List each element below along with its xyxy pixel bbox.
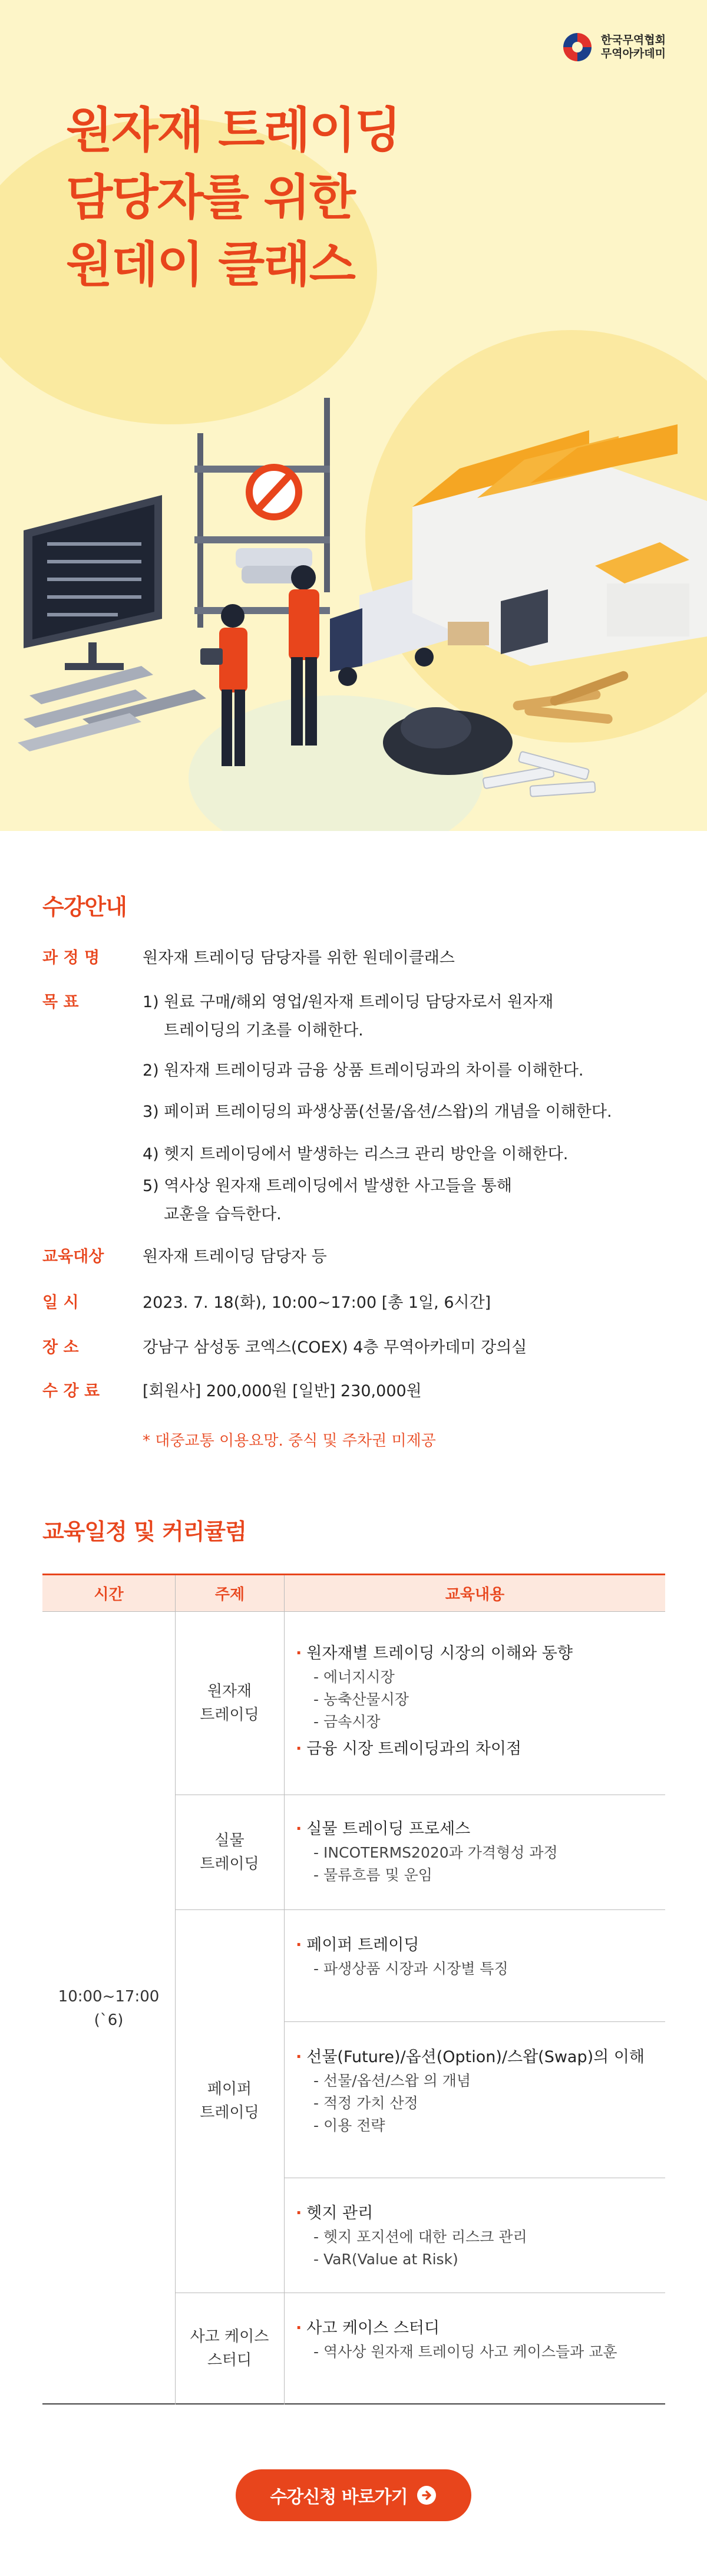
content-bullet: · 원자재별 트레이딩 시장의 이해와 동향 <box>296 1644 573 1663</box>
course-value: 원자재 트레이딩 담당자를 위한 원데이클래스 <box>143 949 455 967</box>
content-sub: - 에너지시장 <box>313 1668 395 1686</box>
content-sub: - 선물/옵션/스왑 의 개념 <box>313 2072 471 2089</box>
steel-beams-illustration <box>18 666 206 751</box>
goal-line: 트레이딩의 기초를 이해한다. <box>164 1021 364 1040</box>
hero-title-line: 원자재 트레이딩 <box>66 103 401 159</box>
content-block <box>284 2045 665 2137</box>
content-sub: - VaR(Value at Risk) <box>313 2251 458 2268</box>
transport-note: * 대중교통 이용요망. 중식 및 주차권 미제공 <box>143 1432 436 1450</box>
hero-title-line: 원데이 클래스 <box>66 237 355 293</box>
hero-banner <box>0 0 707 831</box>
goal-line: 2) 원자재 트레이딩과 금융 상품 트레이딩과의 차이를 이해한다. <box>143 1061 584 1080</box>
content-bullet: · 헷지 관리 <box>296 2204 374 2222</box>
info-place-row <box>42 1335 707 1360</box>
warehouse-building-illustration <box>412 424 707 666</box>
content-block <box>284 1933 665 1980</box>
info-course-row <box>42 946 707 970</box>
org-logo-icon <box>561 31 594 64</box>
header-topic: 주제 <box>175 1575 284 1611</box>
goal-line: 5) 역사상 원자재 트레이딩에서 발생한 사고들을 통해 <box>143 1177 512 1195</box>
header-time: 시간 <box>94 1586 124 1604</box>
content-sub: - 농축산물시장 <box>313 1691 409 1708</box>
worker-with-tablet-illustration <box>200 604 247 766</box>
content-sub: - INCOTERMS2020과 가격형성 과정 <box>313 1844 558 1861</box>
goal-line: 4) 헷지 트레이딩에서 발생하는 리스크 관리 방안을 이해한다. <box>143 1145 569 1163</box>
register-button[interactable] <box>236 2469 471 2521</box>
time-hours: (`6) <box>94 2011 124 2029</box>
topic-line: 트레이딩 <box>200 1855 259 1873</box>
topic-cell <box>175 1612 284 1795</box>
warehouse-illustration <box>0 389 707 813</box>
content-bullet: · 페이퍼 트레이딩 <box>296 1936 419 1954</box>
content-bullet: · 선물(Future)/옵션(Option)/스왑(Swap)의 이해 <box>296 2048 645 2066</box>
monitor-illustration <box>24 495 162 670</box>
info-target-row <box>42 1245 707 1269</box>
content-sub: - 이용 전략 <box>313 2117 385 2134</box>
content-sub: - 물류흐름 및 운임 <box>313 1866 432 1884</box>
info-date-row <box>42 1291 707 1315</box>
hero-title <box>66 97 400 299</box>
content-sub: - 헷지 포지션에 대한 리스크 관리 <box>313 2228 527 2245</box>
info-fee-row <box>42 1379 707 1403</box>
coal-pile-illustration <box>383 707 513 775</box>
date-value: 2023. 7. 18(화), 10:00~17:00 [총 1일, 6시간] <box>143 1294 491 1312</box>
fee-label: 수 강 료 <box>42 1382 100 1400</box>
topic-cell <box>175 2293 284 2405</box>
info-heading: 수강안내 <box>42 894 127 920</box>
topic-line: 스터디 <box>207 2351 252 2369</box>
worker-looking-up-illustration <box>289 565 319 746</box>
goal-label: 목 표 <box>42 993 79 1011</box>
org-name-line2: 무역아카데미 <box>600 48 666 60</box>
content-sub: - 적정 가치 산정 <box>313 2095 418 2112</box>
content-bullet: · 실물 트레이딩 프로세스 <box>296 1820 471 1838</box>
fee-value: [회원사] 200,000원 [일반] 230,000원 <box>143 1382 422 1400</box>
content-block <box>284 1817 665 1886</box>
content-bullet: · 금융 시장 트레이딩과의 차이점 <box>296 1740 522 1758</box>
org-name-line1: 한국무역협회 <box>600 34 666 47</box>
curriculum-table <box>42 1574 665 2405</box>
goal-line: 3) 페이퍼 트레이딩의 파생상품(선물/옵션/스왑)의 개념을 이해한다. <box>143 1103 612 1121</box>
date-label: 일 시 <box>42 1294 79 1312</box>
hero-title-line: 담당자를 위한 <box>66 170 355 226</box>
timber-logs-illustration <box>513 670 630 724</box>
table-body <box>42 1612 665 2405</box>
register-button-label: 수강신청 바로가기 <box>270 2487 408 2508</box>
content-sub: - 금속시장 <box>313 1713 381 1730</box>
header-content: 교육내용 <box>284 1575 665 1611</box>
topic-cell <box>175 1795 284 1909</box>
topic-line: 트레이딩 <box>200 1706 259 1724</box>
org-logo[interactable] <box>561 31 666 64</box>
target-label: 교육대상 <box>42 1248 104 1266</box>
target-value: 원자재 트레이딩 담당자 등 <box>143 1248 327 1266</box>
content-block <box>284 2316 665 2363</box>
content-sub: - 역사상 원자재 트레이딩 사고 케이스들과 교훈 <box>313 2343 617 2360</box>
content-bullet: · 사고 케이스 스터디 <box>296 2319 440 2337</box>
course-label: 과 정 명 <box>42 949 100 967</box>
goal-line: 1) 원료 구매/해외 영업/원자재 트레이딩 담당자로서 원자재 <box>143 993 554 1011</box>
topic-line: 트레이딩 <box>200 2104 259 2122</box>
goal-line: 교훈을 습득한다. <box>164 1205 282 1223</box>
topic-cell <box>175 1909 284 2293</box>
place-label: 장 소 <box>42 1338 79 1357</box>
content-block <box>284 1641 665 1762</box>
arrow-right-circle-icon <box>416 2485 437 2506</box>
info-goal-row <box>42 990 143 1014</box>
curriculum-heading: 교육일정 및 커리큘럼 <box>42 1519 246 1545</box>
table-header <box>42 1575 665 1612</box>
content-block <box>284 2201 665 2271</box>
topic-line: 페이퍼 <box>207 2080 252 2098</box>
content-sub: - 파생상품 시장과 시장별 특징 <box>313 1960 508 1977</box>
topic-line: 실물 <box>214 1831 245 1849</box>
topic-line: 사고 케이스 <box>190 2328 269 2346</box>
topic-line: 원자재 <box>207 1683 252 1700</box>
time-range: 10:00~17:00 <box>58 1987 160 2006</box>
time-cell <box>42 1612 175 2405</box>
place-value: 강남구 삼성동 코엑스(COEX) 4층 무역아카데미 강의실 <box>143 1338 527 1357</box>
